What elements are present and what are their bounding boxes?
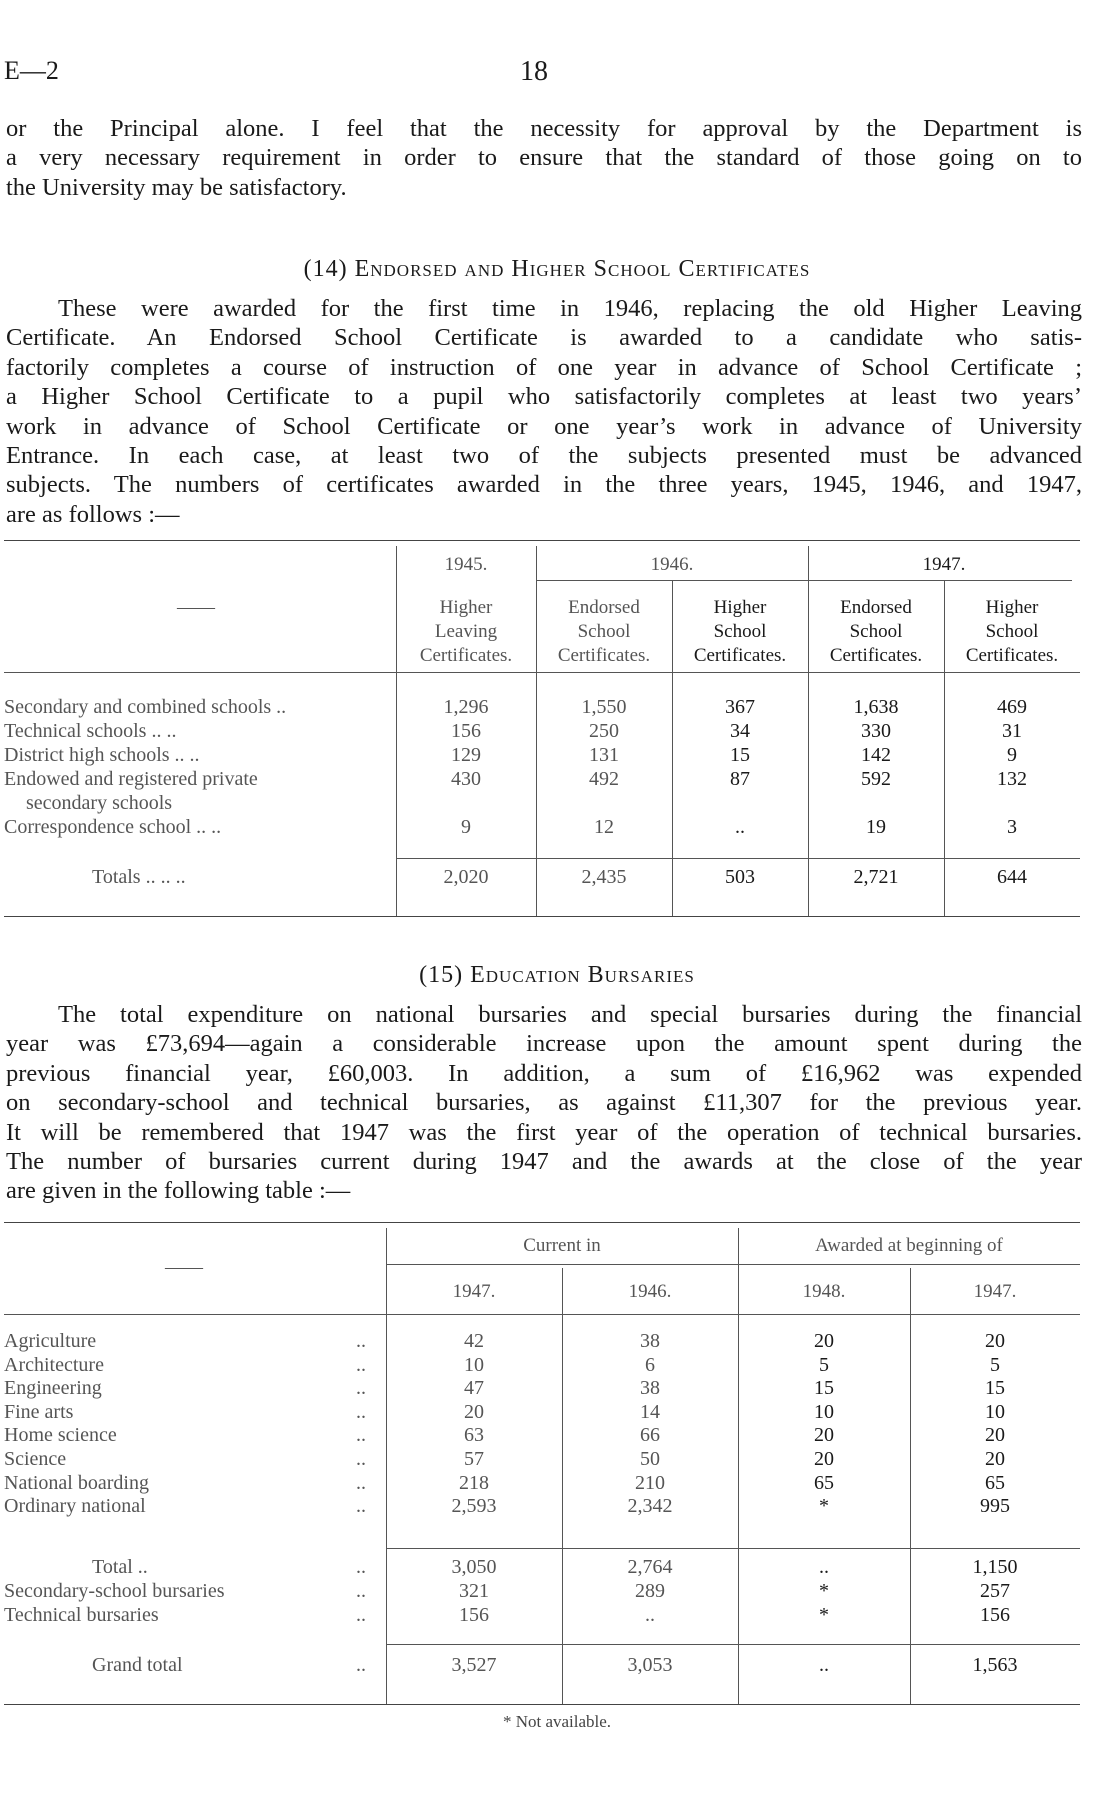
- table-cell: 3: [1007, 816, 1017, 838]
- year-header: 1945.: [444, 554, 488, 575]
- table-cell: 2,342: [627, 1495, 673, 1518]
- table-cell: 15: [814, 1377, 834, 1400]
- row-label: Technical schools .. ..: [4, 720, 177, 742]
- leader-dots: ..: [356, 1377, 366, 1400]
- table-cell: 142: [861, 744, 891, 766]
- year-header: 1946.: [650, 554, 694, 575]
- table-cell: 995: [980, 1495, 1010, 1518]
- row-label: Endowed and registered private: [4, 768, 258, 790]
- group-header: Awarded at beginning of: [815, 1235, 1003, 1256]
- text-line: a Higher School Certificate to a pupil who satisfactorily completes at least two years’: [6, 383, 1082, 411]
- table-cell: 6: [645, 1353, 655, 1376]
- text-line: It will be remembered that 1947 was the first year of the operation of technical bursaries.: [6, 1118, 1082, 1146]
- table-cell: 10: [985, 1400, 1005, 1423]
- table-cell: 330: [861, 720, 891, 742]
- text-line: previous financial year, £60,003. In addition, a sum of £16,962 was expended: [6, 1059, 1082, 1087]
- text-line: The total expenditure on national bursaries and special bursaries during the financial: [58, 1001, 1082, 1028]
- row-label: Total ..: [92, 1556, 148, 1578]
- table-cell: 210: [635, 1471, 665, 1494]
- table-cell: 2,764: [627, 1556, 673, 1578]
- table-cell: *: [819, 1604, 829, 1626]
- text-line: The number of bursaries current during 1947 and the awards at the close of the year: [6, 1148, 1082, 1176]
- text-line: subjects. The numbers of certificates awarded in the three years, 1945, 1946, and 1947,: [6, 471, 1082, 499]
- text-line: These were awarded for the first time in 1946, replacing the old Higher Leaving: [58, 295, 1082, 322]
- table-rule: [4, 540, 1080, 541]
- table-cell: 132: [997, 768, 1027, 790]
- leader-dots: ..: [356, 1556, 366, 1578]
- text-line: the University may be satisfactory.: [6, 173, 347, 201]
- table-cell: 2,020: [443, 866, 489, 888]
- table-cell: 2,593: [451, 1495, 497, 1518]
- leader-dots: ..: [356, 1330, 366, 1352]
- table-cell: 19: [866, 816, 886, 838]
- table-cell: 20: [985, 1424, 1005, 1447]
- table-cell: 321: [459, 1580, 489, 1602]
- table-cell: 156: [980, 1604, 1010, 1626]
- text-line: Certificate. An Endorsed School Certificate is awarded to a candidate who satis-: [6, 324, 1082, 352]
- table-cell: 131: [589, 744, 619, 766]
- table-cell: 15: [730, 744, 750, 766]
- table-cell: 9: [1007, 744, 1017, 766]
- row-label: Grand total: [92, 1654, 183, 1676]
- table-cell: 218: [459, 1471, 489, 1494]
- table-cell: 5: [819, 1353, 829, 1376]
- table-cell: 367: [725, 696, 755, 718]
- table-cell: *: [819, 1495, 829, 1518]
- table-cell: 20: [985, 1330, 1005, 1352]
- leader-dots: ..: [356, 1400, 366, 1423]
- column-header: Higher School Certificates.: [693, 597, 787, 666]
- column-header: Higher School Certificates.: [965, 597, 1059, 666]
- table-cell: 3,050: [451, 1556, 497, 1578]
- text-line: Entrance. In each case, at least two of the subjects presented must be advanced: [6, 442, 1082, 470]
- row-label: Architecture: [4, 1353, 104, 1376]
- table-cell: 5: [990, 1353, 1000, 1376]
- leader-dots: ..: [356, 1424, 366, 1447]
- table-cell: 1,296: [443, 696, 489, 718]
- corner-dash: ——: [165, 1257, 203, 1278]
- table-cell: 1,550: [581, 696, 627, 718]
- column-header: Endorsed School Certificates.: [829, 597, 923, 666]
- table-cell: 10: [814, 1400, 834, 1423]
- row-label: Fine arts: [4, 1400, 74, 1423]
- header-rule: [4, 672, 1080, 673]
- footnote: * Not available.: [502, 1712, 612, 1731]
- column-header: Higher Leaving Certificates.: [419, 597, 513, 666]
- table-cell: 250: [589, 720, 619, 742]
- table-cell: 644: [997, 866, 1027, 888]
- table-rule: [4, 1222, 1080, 1223]
- table-cell: ..: [819, 1556, 829, 1578]
- table-rule: [4, 1704, 1080, 1705]
- text-line: factorily completes a course of instruction of one year in advance of School Certificate ;: [6, 353, 1082, 381]
- page-header: [0, 56, 1114, 96]
- leader-dots: ..: [356, 1448, 366, 1470]
- header-rule: [808, 580, 1072, 581]
- table-cell: 20: [814, 1448, 834, 1470]
- table-cell: 3,527: [451, 1654, 497, 1676]
- column-header: Endorsed School Certificates.: [557, 597, 651, 666]
- text-line: a very necessary requirement in order to ensure that the standard of those going on to: [6, 144, 1082, 172]
- table-cell: 20: [985, 1448, 1005, 1470]
- table-cell: 20: [814, 1330, 834, 1352]
- table-cell: 1,563: [972, 1654, 1018, 1676]
- table-cell: *: [819, 1580, 829, 1602]
- table-cell: ..: [645, 1604, 655, 1626]
- text-line: or the Principal alone. I feel that the necessity for approval by the Department is: [6, 115, 1082, 142]
- table-cell: 34: [730, 720, 750, 742]
- table-cell: 31: [1002, 720, 1022, 742]
- row-label: Technical bursaries: [4, 1604, 159, 1626]
- table-cell: 12: [594, 816, 614, 838]
- table-cell: ..: [819, 1654, 829, 1676]
- table-cell: 289: [635, 1580, 665, 1602]
- subtotal-rule: [386, 1548, 1080, 1549]
- table-cell: 20: [464, 1400, 484, 1423]
- row-label: Ordinary national: [4, 1495, 146, 1518]
- group-header: Current in: [523, 1235, 601, 1256]
- leader-dots: ..: [356, 1580, 366, 1602]
- year-header: 1947.: [452, 1281, 496, 1302]
- table-cell: ..: [735, 816, 745, 838]
- table-cell: 1,150: [972, 1556, 1018, 1578]
- table-cell: 469: [997, 696, 1027, 718]
- grand-total-rule: [386, 1644, 1080, 1645]
- table-cell: 57: [464, 1448, 484, 1470]
- table-cell: 492: [589, 768, 619, 790]
- table-cell: 1,638: [853, 696, 899, 718]
- paragraph-bursaries: [6, 1000, 1082, 1206]
- text-line: year was £73,694—again a considerable increase upon the amount spent during the: [6, 1030, 1082, 1058]
- row-label: Secondary-school bursaries: [4, 1580, 225, 1602]
- text-line: are as follows :—: [6, 500, 180, 528]
- table-cell: 63: [464, 1424, 484, 1447]
- table-cell: 66: [640, 1424, 660, 1447]
- leader-dots: ..: [356, 1471, 366, 1494]
- table-cell: 10: [464, 1353, 484, 1376]
- row-label-continued: secondary schools: [26, 792, 173, 814]
- text-line: are given in the following table :—: [6, 1177, 351, 1205]
- table-cell: 47: [464, 1377, 484, 1400]
- table-cell: 20: [814, 1424, 834, 1447]
- section-heading-15: (15) Education Bursaries: [419, 962, 695, 988]
- header-rule: [386, 1264, 1080, 1265]
- header-rule: [536, 580, 808, 581]
- row-label: Engineering: [4, 1377, 102, 1400]
- page-number: 18: [520, 56, 548, 87]
- table-cell: 503: [725, 866, 755, 888]
- table-rule: [4, 916, 1080, 917]
- text-line: work in advance of School Certificate or one year’s work in advance of University: [6, 412, 1082, 440]
- leader-dots: ..: [356, 1353, 366, 1376]
- table-cell: 87: [730, 768, 750, 790]
- paragraph-certificates: [6, 294, 1082, 529]
- text-line: on secondary-school and technical bursaries, as against £11,307 for the previous year.: [6, 1089, 1082, 1117]
- table-cell: 9: [461, 816, 471, 838]
- table-cell: 430: [451, 768, 481, 790]
- year-header: 1946.: [628, 1281, 672, 1302]
- row-label: District high schools .. ..: [4, 744, 200, 766]
- leader-dots: ..: [356, 1495, 366, 1518]
- year-header: 1947.: [922, 554, 966, 575]
- table-cell: 129: [451, 744, 481, 766]
- corner-dash: ——: [177, 597, 215, 618]
- row-label: Totals .. .. ..: [92, 866, 186, 888]
- table-cell: 50: [640, 1448, 660, 1470]
- row-label: Secondary and combined schools ..: [4, 696, 287, 718]
- header-rule: [4, 1314, 1080, 1315]
- year-header: 1947.: [973, 1281, 1017, 1302]
- table-cell: 2,721: [853, 866, 899, 888]
- table-cell: 65: [814, 1471, 834, 1494]
- section-heading-14: (14) Endorsed and Higher School Certificates: [303, 256, 811, 282]
- report-code: E—2: [4, 56, 59, 85]
- table-cell: 38: [640, 1377, 660, 1400]
- table-cell: 2,435: [581, 866, 627, 888]
- table-cell: 38: [640, 1330, 660, 1352]
- row-label: Science: [4, 1448, 67, 1470]
- table-cell: 14: [640, 1400, 660, 1423]
- leader-dots: ..: [356, 1604, 366, 1626]
- table-cell: 156: [459, 1604, 489, 1626]
- row-label: Agriculture: [4, 1330, 97, 1352]
- leader-dots: ..: [356, 1654, 366, 1676]
- year-header: 1948.: [802, 1281, 846, 1302]
- table-cell: 592: [861, 768, 891, 790]
- row-label: Correspondence school .. ..: [4, 816, 222, 838]
- row-label: National boarding: [4, 1471, 149, 1494]
- table-cell: 156: [451, 720, 481, 742]
- table-cell: 65: [985, 1471, 1005, 1494]
- table-cell: 3,053: [627, 1654, 673, 1676]
- totals-rule: [396, 858, 1080, 859]
- row-label: Home science: [4, 1424, 117, 1447]
- table-cell: 257: [980, 1580, 1010, 1602]
- table-cell: 42: [464, 1330, 484, 1352]
- table-cell: 15: [985, 1377, 1005, 1400]
- paragraph-intro: [6, 114, 1082, 202]
